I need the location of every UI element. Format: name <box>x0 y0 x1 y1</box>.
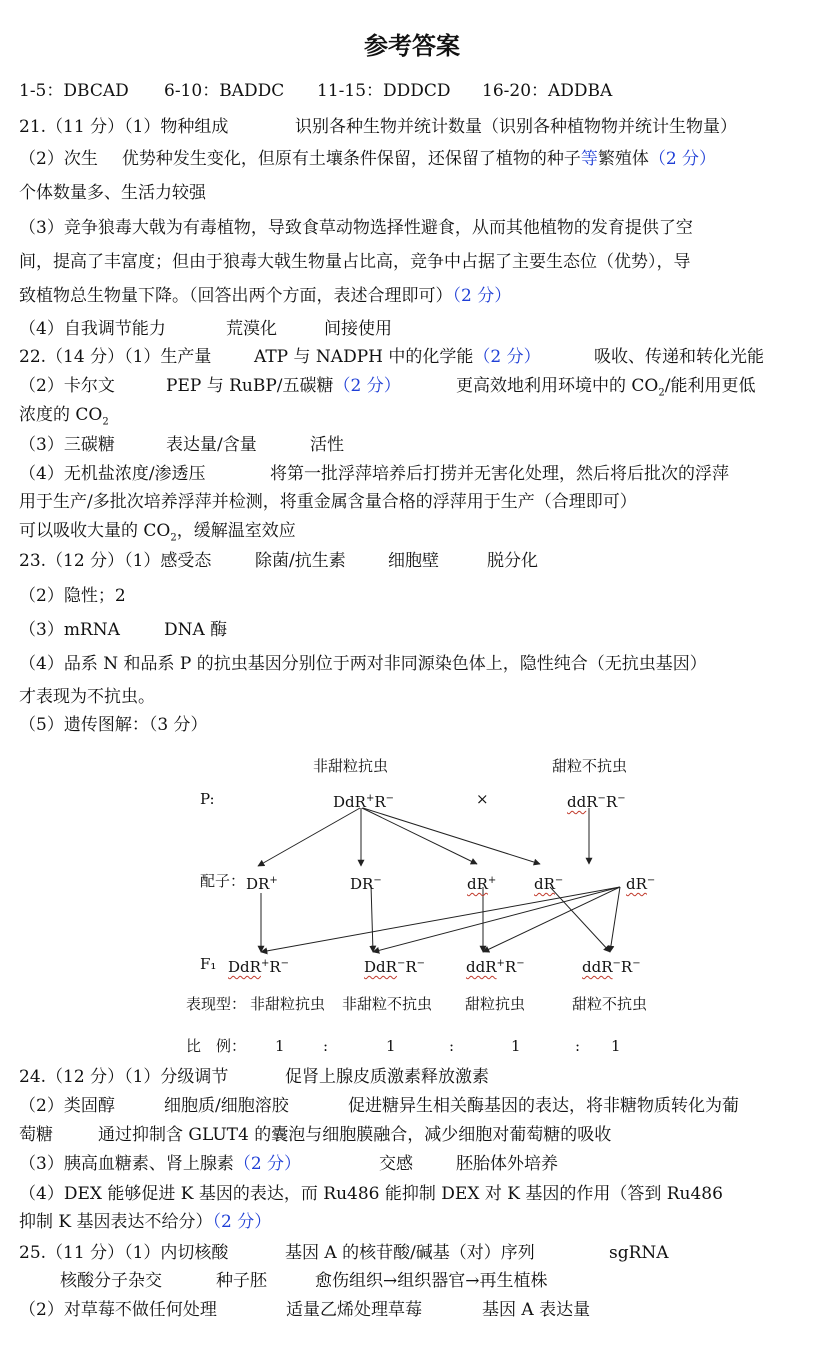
ratio-separator-2: : <box>449 1037 455 1055</box>
q23-line5: 才表现为不抗虫。 <box>19 687 155 707</box>
q25-line1-c: sgRNA <box>609 1243 669 1263</box>
q24-line1-b: 促肾上腺皮质激素释放激素 <box>285 1067 489 1087</box>
q21-line2: （2）次生 优势种发生变化，但原有土壤条件保留，还保留了植物的种子等繁殖体（2 分） <box>19 149 717 169</box>
ratio-value-1: 1 <box>275 1037 285 1055</box>
gamete-2: DR− <box>350 875 382 893</box>
q22-line6: 用于生产/多批次培养浮萍并检测，将重金属含量合格的浮萍用于生产（合理即可） <box>19 492 637 512</box>
q24-line4-a: （3）胰高血糖素、肾上腺素（2 分） <box>19 1154 302 1174</box>
q22-line4-b: 表达量/含量 <box>166 435 257 455</box>
gamete-1: DR+ <box>246 875 278 893</box>
q24-line6: 抑制 K 基因表达不给分）（2 分） <box>19 1212 272 1232</box>
q22-line2-a: （2）卡尔文 <box>19 376 115 396</box>
ratio-value-2: 1 <box>386 1037 396 1055</box>
p-label: P: <box>200 790 215 808</box>
q21-line4: （3）竞争狼毒大戟为有毒植物，导致食草动物选择性避食，从而其他植物的发育提供了空 <box>19 218 693 238</box>
q24-line4-b: 交感 <box>379 1154 413 1174</box>
q23-line1-d: 脱分化 <box>487 551 538 571</box>
f1-phenotype-3: 甜粒抗虫 <box>465 995 526 1013</box>
q21-line5: 间，提高了丰富度；但由于狼毒大戟生物量占比高，竞争中占据了主要生态位（优势），导 <box>19 252 691 272</box>
q21-line7-c: 间接使用 <box>324 319 392 339</box>
q22-line4-a: （3）三碳糖 <box>19 435 115 455</box>
arrow-p1-g4 <box>363 808 540 864</box>
q23-line3-b: DNA 酶 <box>164 620 228 640</box>
phenotype-label: 表现型： <box>186 995 247 1013</box>
p-phenotype-2: 甜粒不抗虫 <box>552 757 628 775</box>
q22-line1-c: 吸收、传递和转化光能 <box>594 347 764 367</box>
q25-line1-a: 25.（11 分）（1）内切核酸 <box>19 1243 229 1263</box>
arrow-g4-f4 <box>550 887 610 952</box>
q24-line2-b: 细胞质/细胞溶胶 <box>164 1096 289 1116</box>
mc-answer-11-15: 11-15：DDDCD <box>317 81 451 101</box>
f1-phenotype-2: 非甜粒不抗虫 <box>342 995 433 1013</box>
p-phenotype-1: 非甜粒抗虫 <box>313 757 389 775</box>
gamete-4: dR− <box>534 875 564 893</box>
f1-genotype-3: ddR+R− <box>466 958 525 976</box>
arrow-p1-g1 <box>258 808 360 866</box>
q25-line3-b: 适量乙烯处理草莓 <box>286 1300 422 1320</box>
q23-line2: （2）隐性；2 <box>19 586 126 606</box>
ratio-separator-3: : <box>575 1037 581 1055</box>
ratio-value-3: 1 <box>511 1037 521 1055</box>
p2-genotype: ddR−R− <box>567 793 626 811</box>
q22-line5-a: （4）无机盐浓度/渗透压 <box>19 464 206 484</box>
q22-line1-a: 22.（14 分）（1）生产量 <box>19 347 212 367</box>
f1-genotype-1: DdR+R− <box>228 958 290 976</box>
q21-line1-a: 21.（11 分）（1）物种组成 <box>19 117 229 137</box>
f1-phenotype-4: 甜粒不抗虫 <box>572 995 648 1013</box>
q23-line1-b: 除菌/抗生素 <box>255 551 346 571</box>
q24-line3-b: 通过抑制含 GLUT4 的囊泡与细胞膜融合，减少细胞对葡萄糖的吸收 <box>98 1125 612 1145</box>
q21-line3: 个体数量多、生活力较强 <box>19 183 206 203</box>
f1-genotype-2: DdR−R− <box>364 958 426 976</box>
q21-line7-b: 荒漠化 <box>226 319 277 339</box>
q23-line1-a: 23.（12 分）（1）感受态 <box>19 551 212 571</box>
q22-line3: 浓度的 $CO_2$ <box>19 405 109 428</box>
gamete-3: dR+ <box>467 875 497 893</box>
q24-line4-c: 胚胎体外培养 <box>456 1154 558 1174</box>
q25-line3-c: 基因 A 表达量 <box>482 1300 591 1320</box>
q22-line1-b: ATP 与 NADPH 中的化学能（2 分） <box>254 347 541 367</box>
ratio-value-4: 1 <box>611 1037 621 1055</box>
arrow-g2-f2 <box>371 885 373 952</box>
q22-line5-b: 将第一批浮萍培养后打捞并无害化处理，然后将后批次的浮萍 <box>270 464 729 484</box>
q22-line7: 可以吸收大量的 $CO_2$，缓解温室效应 <box>19 521 296 544</box>
f1-label: F₁ <box>200 955 217 973</box>
q25-line2-c: 愈伤组织→组织器官→再生植株 <box>315 1271 548 1291</box>
q23-line3-a: （3）mRNA <box>19 620 120 640</box>
q23-line6: （5）遗传图解：（3 分） <box>19 715 208 735</box>
p1-genotype: DdR+R− <box>333 793 395 811</box>
q25-line2-a: 核酸分子杂交 <box>60 1271 162 1291</box>
q22-line2-c: 更高效地利用环境中的 $CO_2/$能利用更低 <box>456 376 756 399</box>
page-title: 参考答案 <box>364 31 460 60</box>
arrow-g5-f2 <box>373 887 620 952</box>
mc-answer-6-10: 6-10：BADDC <box>164 81 285 101</box>
arrow-g5-f4 <box>610 887 620 952</box>
q21-line1-b: 识别各种生物并统计数量（识别各种植物物并统计生物量） <box>295 117 737 137</box>
q21-line7-a: （4）自我调节能力 <box>19 319 166 339</box>
q24-line5: （4）DEX 能够促进 K 基因的表达，而 Ru486 能抑制 DEX 对 K 基因的作用（答到 Ru486 <box>19 1184 723 1204</box>
q22-line4-c: 活性 <box>310 435 344 455</box>
gamete-5: dR− <box>626 875 656 893</box>
q24-line3-a: 萄糖 <box>19 1125 53 1145</box>
gamete-label: 配子： <box>200 872 246 890</box>
f1-phenotype-1: 非甜粒抗虫 <box>250 995 326 1013</box>
q24-line1-a: 24.（12 分）（1）分级调节 <box>19 1067 229 1087</box>
f1-genotype-4: ddR−R− <box>582 958 641 976</box>
q21-line6: 致植物总生物量下降。（回答出两个方面，表述合理即可）（2 分） <box>19 286 512 306</box>
cross-symbol: × <box>476 790 489 808</box>
q25-line2-b: 种子胚 <box>216 1271 267 1291</box>
q25-line1-b: 基因 A 的核苷酸/碱基（对）序列 <box>285 1243 535 1263</box>
arrow-p1-g3 <box>362 808 477 864</box>
q22-line2-b: PEP 与 RuBP/五碳糖（2 分） <box>166 376 401 396</box>
q24-line2-a: （2）类固醇 <box>19 1096 115 1116</box>
ratio-separator-1: : <box>323 1037 329 1055</box>
q24-line2-c: 促进糖异生相关酶基因的表达，将非糖物质转化为葡 <box>348 1096 739 1116</box>
mc-answer-1-5: 1-5：DBCAD <box>19 81 129 101</box>
ratio-label: 比 例： <box>186 1037 247 1055</box>
q23-line1-c: 细胞壁 <box>388 551 439 571</box>
arrow-g5-f1 <box>261 887 620 952</box>
mc-answer-16-20: 16-20：ADDBA <box>482 81 613 101</box>
q25-line3-a: （2）对草莓不做任何处理 <box>19 1300 217 1320</box>
q23-line4: （4）品系 N 和品系 P 的抗虫基因分别位于两对非同源染色体上，隐性纯合（无抗虫基因） <box>19 654 707 674</box>
arrow-g5-f3 <box>483 887 620 952</box>
